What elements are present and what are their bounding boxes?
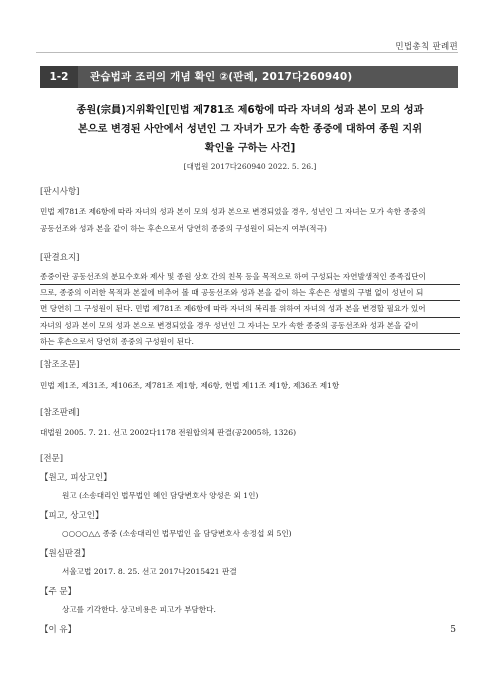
summary-line: 면 당연히 그 구성원이 된다. 민법 제781조 제6항에 따라 자녀의 복리를 위하여 자녀의 성과 본을 변경할 필요가 있어 — [40, 301, 460, 317]
running-head: 민법총칙 판례편 — [395, 42, 458, 52]
case-reference: [대법원 2017다260940 2022. 5. 26.] — [183, 162, 317, 171]
lower-court-text: 서울고법 2017. 8. 25. 선고 2017나2015421 판결 — [62, 567, 237, 576]
case-title-line: 본으로 변경된 사안에서 성년인 그 자녀가 모가 속한 종중에 대하여 종원 지위 — [77, 124, 423, 135]
order-text: 상고를 기각한다. 상고비용은 피고가 부담한다. — [62, 605, 216, 614]
section-number: 1-2 — [40, 66, 78, 88]
fulltext-label: [전문] — [40, 454, 64, 464]
provisions-label: [참조조문] — [40, 360, 80, 370]
plaintiff-label: 【원고, 피상고인】 — [40, 473, 112, 483]
summary-label: [판결요지] — [40, 253, 80, 263]
summary-line: 자녀의 성과 본이 모의 성과 본으로 변경되었을 경우 성년인 그 자녀는 모가 속한 종중의 공동선조와 성과 본을 같이 — [40, 318, 460, 334]
case-title — [60, 101, 440, 158]
case-title-line: 종원(宗員)지위확인[민법 제781조 제6항에 따라 자녀의 성과 본이 모의 성과 — [76, 105, 424, 116]
issue-line: 민법 제781조 제6항에 따라 자녀의 성과 본이 모의 성과 본으로 변경되었을 경우, 성년인 그 자녀는 모가 속한 종중의 — [40, 207, 426, 216]
precedents-line: 대법원 2005. 7. 21. 선고 2002다1178 전원합의체 판결(공2005하, 1326) — [40, 428, 297, 437]
provisions-text — [40, 378, 460, 395]
summary-line: 므로, 종중의 이러한 목적과 본질에 비추어 볼 때 공동선조와 성과 본을 같이 하는 후손은 성별의 구별 없이 성년이 되 — [40, 285, 460, 301]
defendant-label: 【피고, 상고인】 — [40, 511, 104, 521]
summary-line: 하는 후손으로서 당연히 종중의 구성원이 된다. — [40, 334, 460, 350]
summary-text — [40, 269, 460, 350]
precedents-text — [40, 425, 460, 442]
issue-label: [판시사항] — [40, 187, 80, 197]
provisions-line: 민법 제1조, 제31조, 제106조, 제781조 제1항, 제6항, 헌법 제11조 제1항, 제36조 제1항 — [40, 381, 340, 390]
order-label: 【주 문】 — [40, 587, 77, 597]
plaintiff-text: 원고 (소송대리인 법무법인 혜인 담당변호사 양성은 외 1인) — [62, 491, 259, 500]
lower-court-label: 【원심판결】 — [40, 549, 90, 559]
precedents-label: [참조판례] — [40, 408, 80, 418]
issue-text — [40, 204, 460, 237]
defendant-text: ○○○○△△ 종중 (소송대리인 법무법인 을 담당변호사 송정섭 외 5인) — [62, 529, 292, 538]
summary-line: 종중이란 공동선조의 분묘수호와 제사 및 종원 상호 간의 친목 등을 목적으로 하여 구성되는 자연발생적인 종족집단이 — [40, 269, 460, 285]
page-number: 5 — [450, 625, 456, 635]
header-rule — [36, 52, 458, 53]
section-title: 관습법과 조리의 개념 확인 ②(판례, 2017다260940) — [90, 71, 353, 83]
section-header-bar — [40, 66, 458, 88]
issue-line: 공동선조와 성과 본을 같이 하는 후손으로서 당연히 종중의 구성원이 되는지 여부(적극) — [40, 223, 327, 233]
reason-label: 【이 유】 — [40, 625, 77, 635]
case-title-line: 확인을 구하는 사건] — [204, 143, 296, 154]
